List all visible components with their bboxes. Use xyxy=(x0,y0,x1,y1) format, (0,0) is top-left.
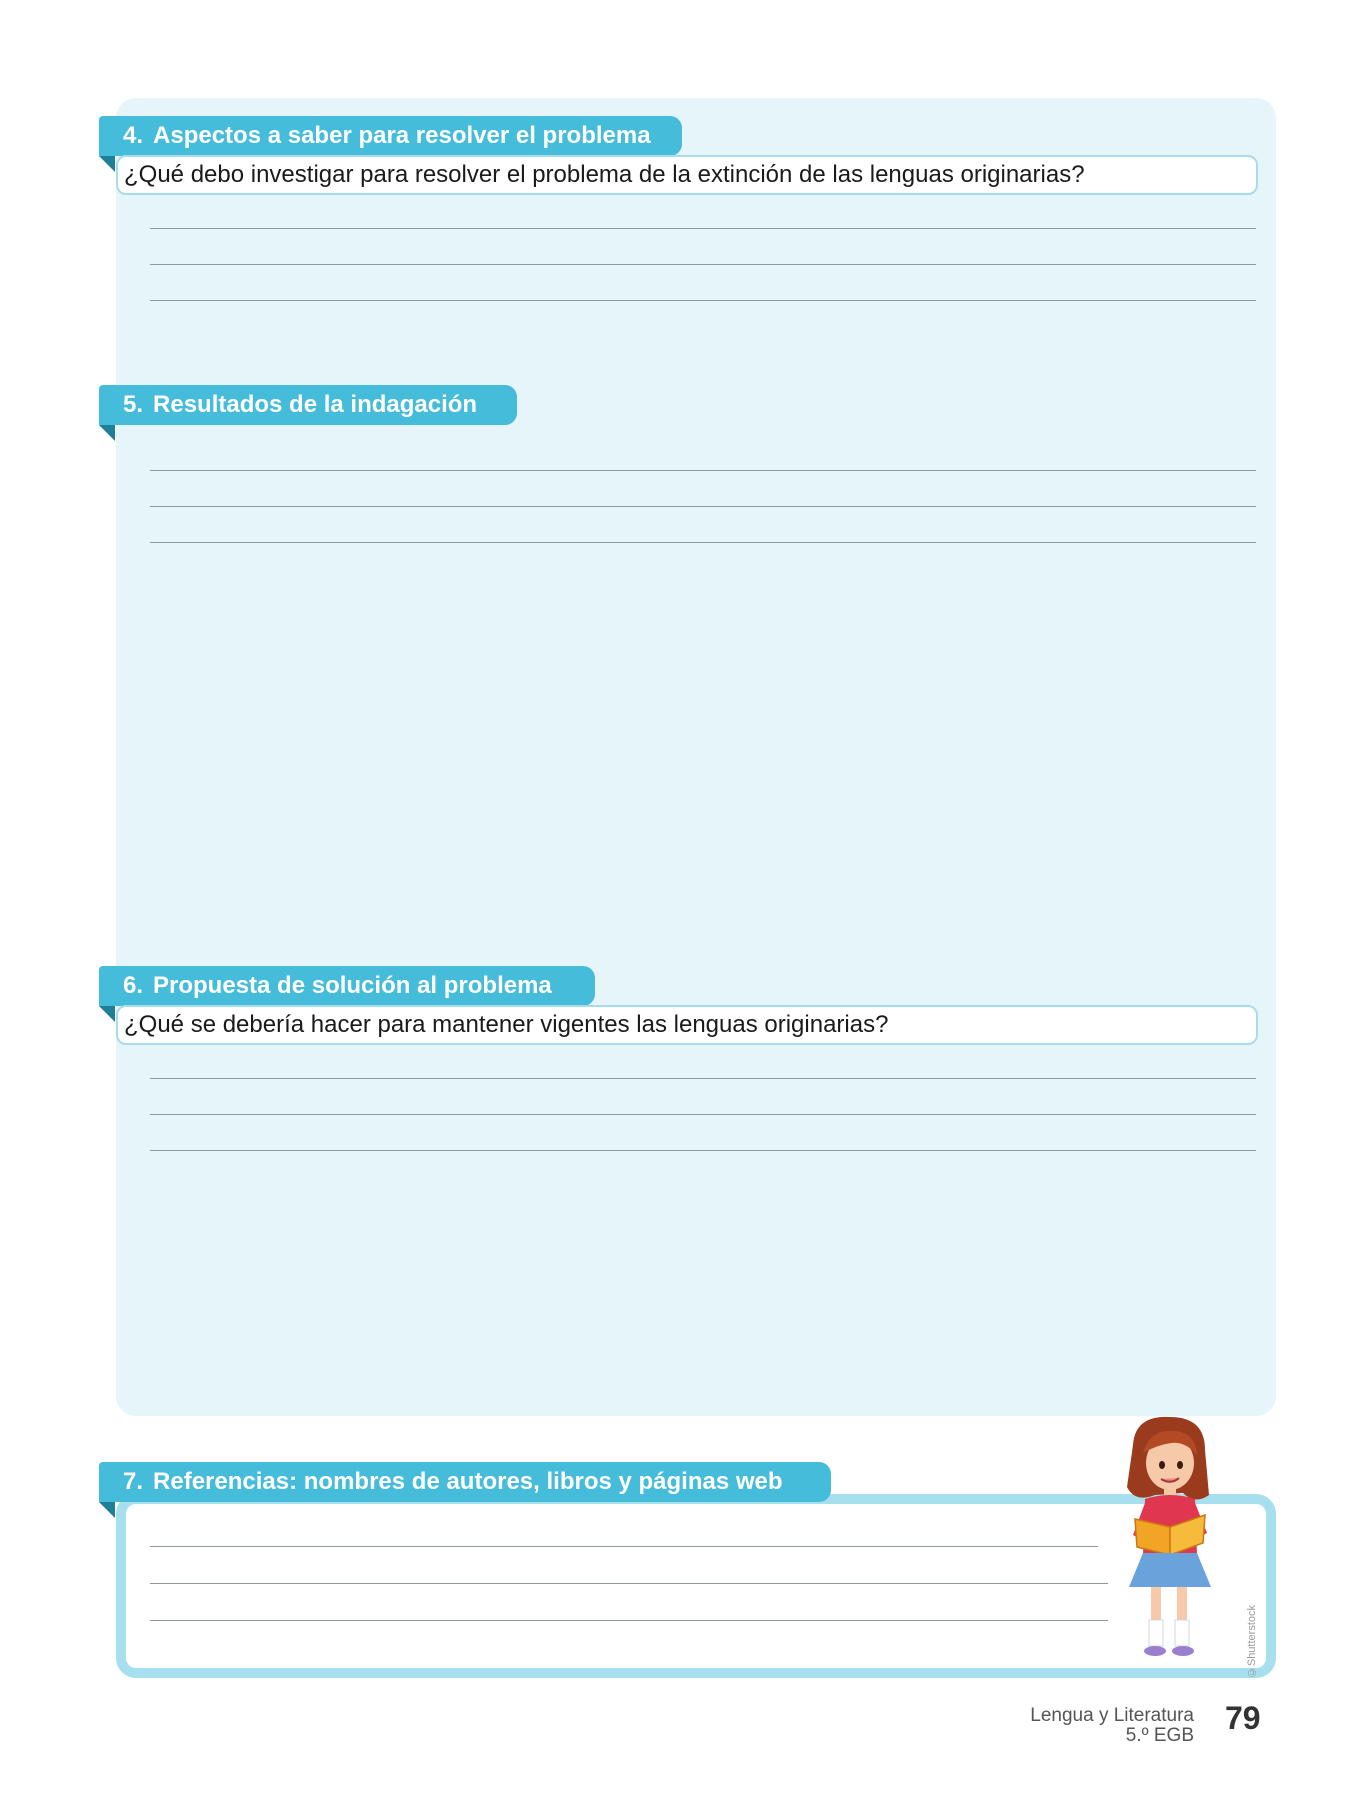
section-4-header xyxy=(99,116,682,156)
worksheet-panel xyxy=(116,98,1276,1416)
section-4-title: Aspectos a saber para resolver el problema xyxy=(153,122,651,149)
page-number: 79 xyxy=(1225,1700,1261,1736)
section-7-header xyxy=(99,1462,831,1502)
tab-fold xyxy=(99,1006,115,1022)
footer-grade: 5.º EGB xyxy=(1125,1725,1194,1746)
section-5-header xyxy=(99,385,517,425)
footer-subject-block xyxy=(1030,1706,1194,1746)
answer-line[interactable] xyxy=(150,506,1256,507)
tab-fold xyxy=(99,425,115,441)
answer-line[interactable] xyxy=(150,1620,1108,1621)
answer-line[interactable] xyxy=(150,264,1256,265)
answer-line[interactable] xyxy=(150,1546,1098,1547)
answer-line[interactable] xyxy=(150,300,1256,301)
section-5-title: Resultados de la indagación xyxy=(153,391,478,418)
references-box xyxy=(116,1494,1276,1678)
answer-line[interactable] xyxy=(150,1114,1256,1115)
section-7-number: 7. xyxy=(123,1468,144,1495)
tab-fold xyxy=(99,156,115,172)
answer-line[interactable] xyxy=(150,1150,1256,1151)
girl-reading-illustration xyxy=(1105,1415,1235,1670)
image-credit: ©Shutterstock xyxy=(1246,1605,1258,1679)
answer-line[interactable] xyxy=(150,1078,1256,1079)
answer-line[interactable] xyxy=(150,542,1256,543)
section-6-header xyxy=(99,966,595,1006)
section-6-title: Propuesta de solución al problema xyxy=(153,972,552,999)
section-6-question: ¿Qué se debería hacer para mantener vigentes las lenguas originarias? xyxy=(116,1005,1258,1045)
section-4-question: ¿Qué debo investigar para resolver el problema de la extinción de las lenguas originarias? xyxy=(116,155,1258,195)
section-6-number: 6. xyxy=(123,972,144,999)
section-4-number: 4. xyxy=(123,122,144,149)
section-7-title: Referencias: nombres de autores, libros y páginas web xyxy=(153,1468,783,1495)
footer-subject: Lengua y Literatura xyxy=(1030,1705,1194,1726)
answer-line[interactable] xyxy=(150,470,1256,471)
answer-line[interactable] xyxy=(150,1583,1108,1584)
answer-line[interactable] xyxy=(150,228,1256,229)
tab-fold xyxy=(99,1502,115,1518)
section-5-number: 5. xyxy=(123,391,144,418)
